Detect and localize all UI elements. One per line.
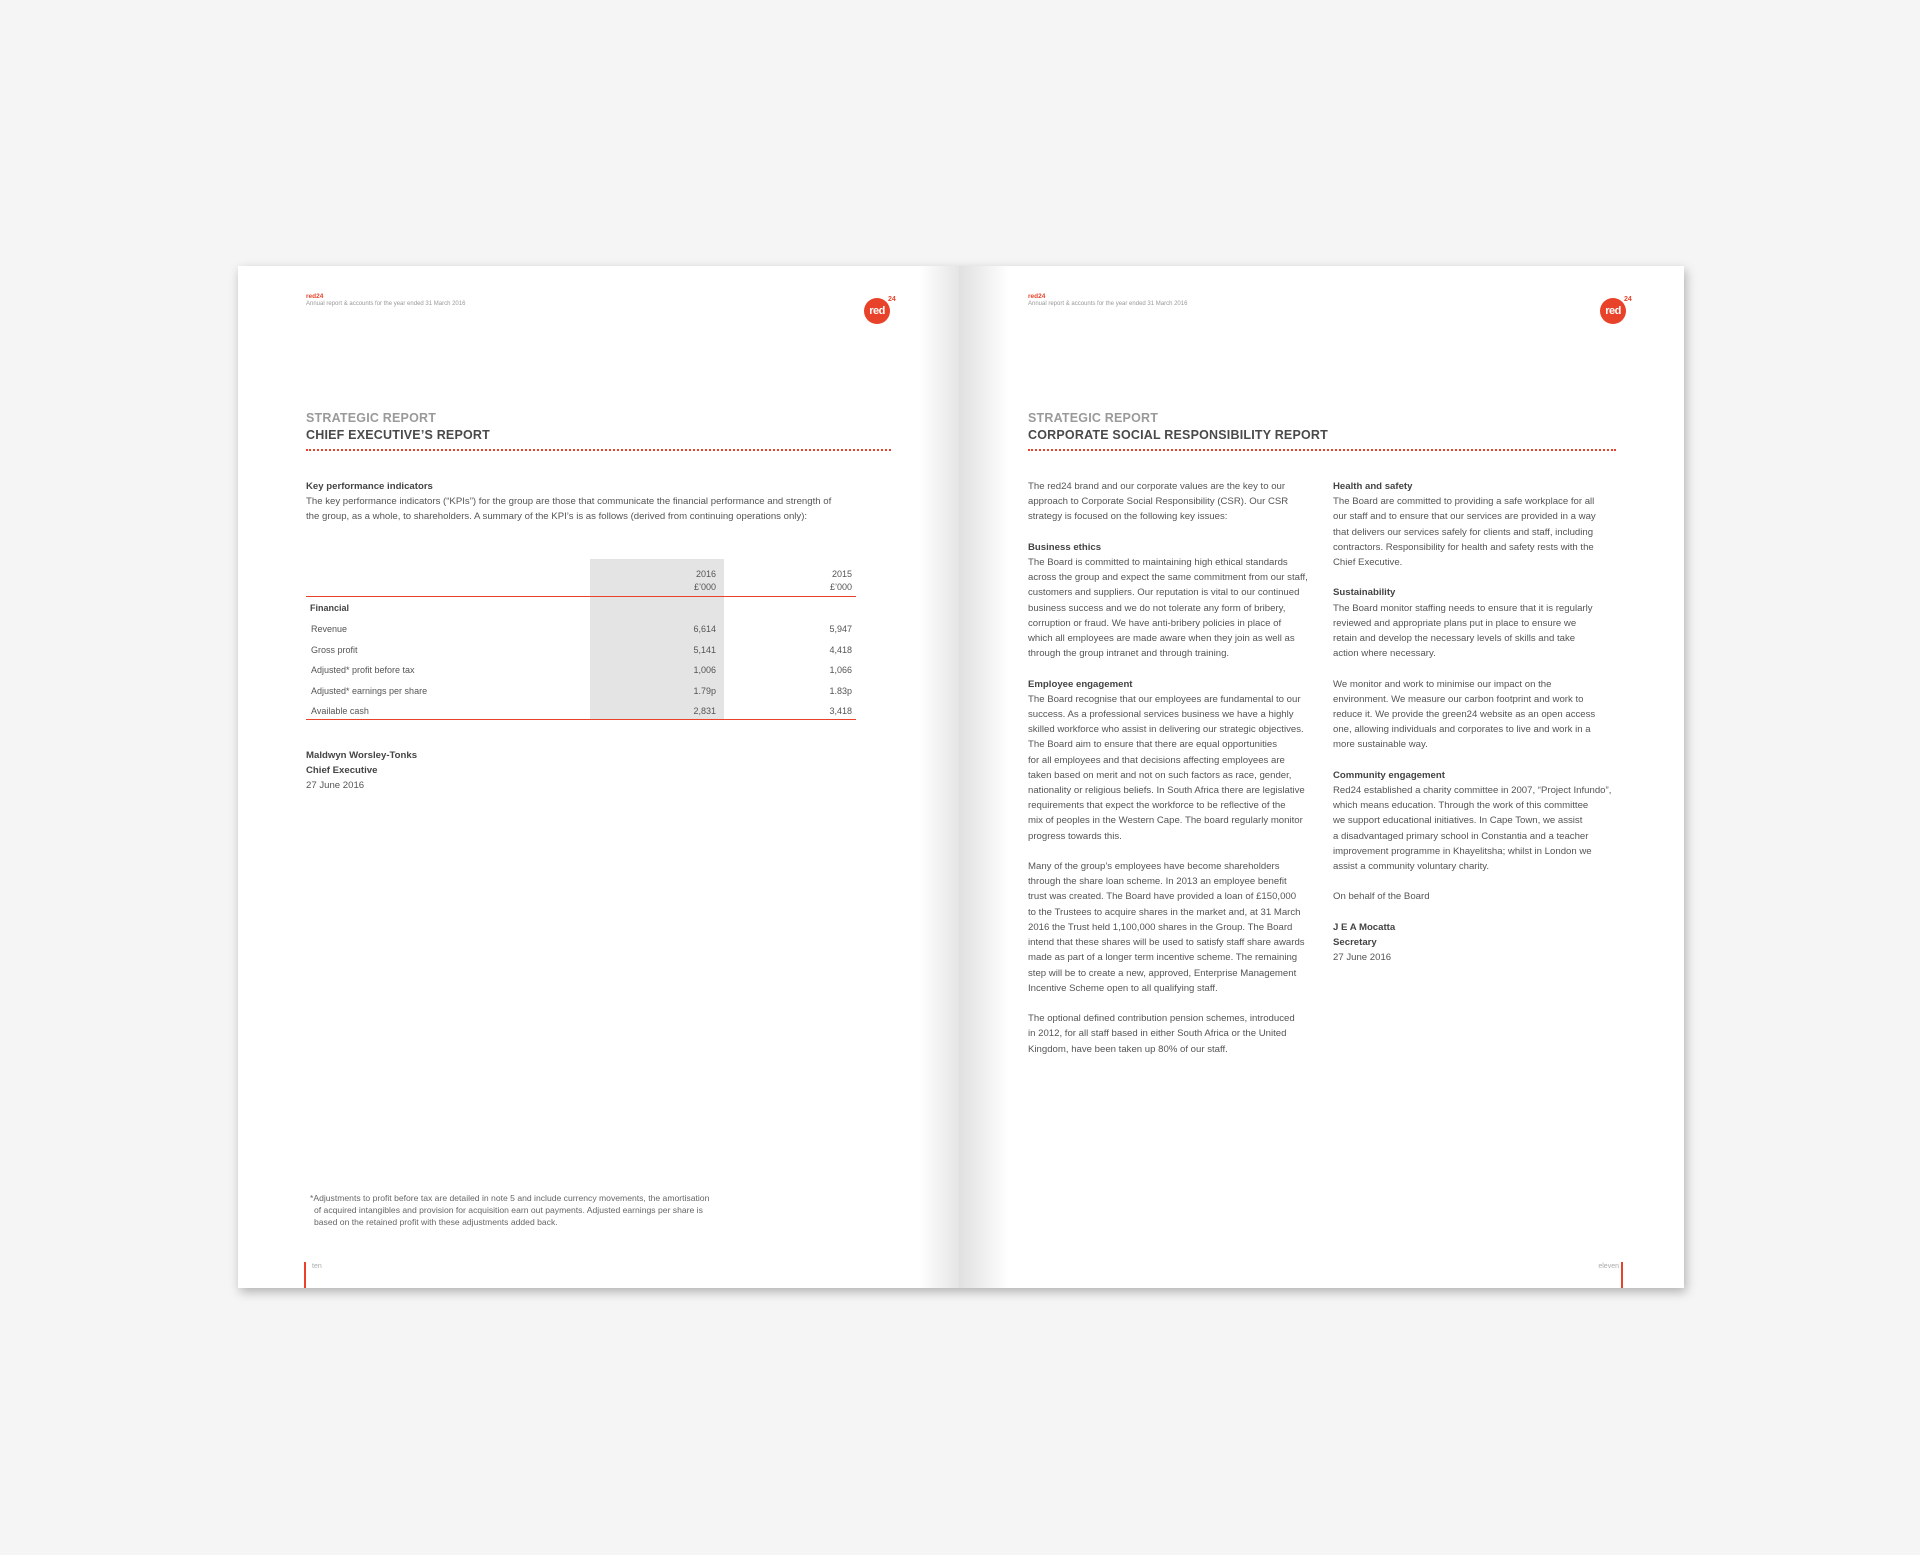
text-line: step will be to create a new, approved, Enterprise Management xyxy=(1028,967,1297,979)
text-line: in 2012, for all staff based in either South Africa or the United xyxy=(1028,1028,1287,1040)
text-line: The Board is committed to maintaining high ethical standards xyxy=(1028,557,1288,569)
signatory-name: J E A Mocatta xyxy=(1333,921,1396,933)
text-line: requirements that expect the workforce to be reflective of the xyxy=(1028,800,1286,812)
page-number-marker xyxy=(1621,1262,1623,1288)
on-behalf-text: On behalf of the Board xyxy=(1333,891,1430,903)
header-subtitle: Annual report & accounts for the year ended 31 March 2016 xyxy=(1028,301,1188,307)
page-number: eleven xyxy=(1598,1263,1619,1270)
text-line: to the Trustees to acquire shares in the market and, at 31 March xyxy=(1028,906,1301,918)
text-line: across the group and expect the same commitment from our staff, xyxy=(1028,572,1308,584)
text-line: which means education. Through the work of this committee xyxy=(1333,800,1589,812)
kpi-intro-line: the group, as a whole, to shareholders. A summary of the KPI’s is as follows (derived from continuing operations only): xyxy=(306,511,808,523)
col-header-2016-year: 2016 xyxy=(695,569,716,579)
value-2015: 5,947 xyxy=(829,624,852,634)
row-label: Revenue xyxy=(311,624,348,634)
col-header-2015-year: 2015 xyxy=(831,569,852,579)
header-subtitle: Annual report & accounts for the year ended 31 March 2016 xyxy=(306,301,466,307)
signatory-role: Secretary xyxy=(1333,937,1377,949)
text-line: Chief Executive. xyxy=(1333,557,1403,569)
text-line: trust was created. The Board have provided a loan of £150,000 xyxy=(1028,891,1297,903)
red24-logo-sup: 24 xyxy=(888,296,896,303)
value-2016: 2,831 xyxy=(693,706,716,716)
kpi-intro-line: The key performance indicators (“KPIs”) for the group are those that communicate the financial performance and strength of xyxy=(306,496,832,508)
section-subtitle: CHIEF EXECUTIVE’S REPORT xyxy=(306,428,490,442)
page-gutter-shadow xyxy=(959,266,1009,1288)
row-label: Adjusted* profit before tax xyxy=(311,665,415,675)
section-subtitle: CORPORATE SOCIAL RESPONSIBILITY REPORT xyxy=(1028,428,1328,442)
text-line: through the group intranet and through training. xyxy=(1028,648,1230,660)
value-2016: 1.79p xyxy=(693,686,716,696)
text-line: retain and develop the necessary levels of skills and take xyxy=(1333,633,1576,645)
text-line: approach to Corporate Social Responsibility (CSR). Our CSR xyxy=(1028,496,1289,508)
text-line: through the share loan scheme. In 2013 an employee benefit xyxy=(1028,876,1287,888)
dotted-divider xyxy=(306,449,891,451)
footnote xyxy=(310,1192,740,1229)
value-2016: 6,614 xyxy=(693,624,716,634)
health-safety-heading: Health and safety xyxy=(1333,481,1413,492)
value-2015: 1.83p xyxy=(829,686,852,696)
text-line: assist a community voluntary charity. xyxy=(1333,861,1490,873)
signatory-name: Maldwyn Worsley-Tonks xyxy=(306,750,418,761)
row-label: Adjusted* earnings per share xyxy=(311,686,428,696)
page-number-marker xyxy=(304,1262,306,1288)
community-engagement-heading: Community engagement xyxy=(1333,769,1445,781)
text-line: our staff and to ensure that our services are provided in a way xyxy=(1333,511,1596,523)
header-brand: red24 xyxy=(306,293,324,300)
csr-column-1 xyxy=(1028,479,1328,1057)
footnote-line: based on the retained profit with these adjustments added back. xyxy=(314,1217,558,1228)
col-header-2015-unit: £’000 xyxy=(829,582,852,592)
value-2015: 4,418 xyxy=(829,645,852,655)
text-line: Red24 established a charity committee in 2007, “Project Infundo”, xyxy=(1333,785,1612,797)
text-line: reduce it. We provide the green24 website as an open access xyxy=(1333,709,1596,721)
text-line: The Board aim to ensure that there are equal opportunities xyxy=(1028,739,1278,751)
text-line: improvement programme in Khayelitsha; whilst in London we xyxy=(1333,845,1592,857)
text-line: The optional defined contribution pension schemes, introduced xyxy=(1028,1013,1295,1025)
footnote-line: *Adjustments to profit before tax are detailed in note 5 and include currency movements, the amortisation xyxy=(310,1193,710,1203)
section-title: STRATEGIC REPORT xyxy=(1028,411,1159,425)
text-line: success. As a professional services business we have a highly xyxy=(1028,709,1294,721)
col-header-2016-unit: £’000 xyxy=(693,582,716,592)
text-line: skilled workforce who assist in delivering our strategic objectives. xyxy=(1028,724,1304,736)
employee-engagement-heading: Employee engagement xyxy=(1028,678,1133,690)
text-line: nationality or religious beliefs. In South Africa there are legislative xyxy=(1028,785,1305,797)
text-line: made as part of a longer term incentive scheme. The remaining xyxy=(1028,952,1298,964)
csr-column-2 xyxy=(1333,479,1633,966)
text-line: we support educational initiatives. In Cape Town, we assist xyxy=(1333,815,1583,827)
ceo-signature xyxy=(306,748,606,794)
text-line: progress towards this. xyxy=(1028,830,1122,842)
text-line: The Board recognise that our employees are fundamental to our xyxy=(1028,693,1301,705)
page-number: ten xyxy=(312,1263,322,1270)
text-line: which all employees are made aware when they join as well as xyxy=(1028,633,1295,645)
red24-logo: red xyxy=(864,298,890,324)
text-line: contractors. Responsibility for health and safety rests with the xyxy=(1333,541,1594,553)
text-line: customers and suppliers. Our reputation is vital to our continued xyxy=(1028,587,1300,599)
text-line: Many of the group’s employees have become shareholders xyxy=(1028,861,1280,873)
text-line: intend that these shares will be used to satisfy staff share awards xyxy=(1028,937,1305,949)
text-line: action where necessary. xyxy=(1333,648,1436,660)
left-page xyxy=(238,266,959,1288)
text-line: one, allowing individuals and corporates to live and work in a xyxy=(1333,724,1591,736)
section-title: STRATEGIC REPORT xyxy=(306,411,437,425)
row-label: Gross profit xyxy=(311,645,358,655)
text-line: corruption or fraud. We have anti-bribery policies in place of xyxy=(1028,617,1282,629)
right-page xyxy=(959,266,1684,1288)
value-2015: 3,418 xyxy=(829,706,852,716)
text-line: Incentive Scheme open to all qualifying staff. xyxy=(1028,982,1218,994)
text-line: The red24 brand and our corporate values are the key to our xyxy=(1028,481,1286,492)
text-line: We monitor and work to minimise our impact on the xyxy=(1333,678,1552,690)
table-group-label: Financial xyxy=(310,603,350,613)
signatory-date: 27 June 2016 xyxy=(1333,952,1392,964)
text-line: strategy is focused on the following key issues: xyxy=(1028,511,1228,523)
text-line: reviewed and appropriate plans put in place to ensure we xyxy=(1333,617,1577,629)
text-line: that delivers our services safely for clients and staff, including xyxy=(1333,526,1594,538)
value-2016: 5,141 xyxy=(693,645,716,655)
row-label: Available cash xyxy=(311,706,369,716)
kpi-section xyxy=(306,479,866,525)
report-spread xyxy=(238,266,1684,1288)
text-line: The Board are committed to providing a safe workplace for all xyxy=(1333,496,1595,508)
page-gutter-shadow xyxy=(919,266,959,1288)
text-line: for all employees and that decisions affecting employees are xyxy=(1028,754,1285,766)
header-brand: red24 xyxy=(1028,293,1046,300)
sustainability-heading: Sustainability xyxy=(1333,587,1396,599)
table-bottom-rule xyxy=(306,719,856,720)
text-line: The Board monitor staffing needs to ensure that it is regularly xyxy=(1333,602,1593,614)
text-line: environment. We measure our carbon footprint and work to xyxy=(1333,693,1584,705)
text-line: taken based on merit and not on such factors as race, gender, xyxy=(1028,769,1292,781)
text-line: business success and we do not tolerate any form of bribery, xyxy=(1028,602,1286,614)
red24-logo-sup: 24 xyxy=(1624,296,1632,303)
text-line: a disadvantaged primary school in Constantia and a teacher xyxy=(1333,830,1589,842)
dotted-divider xyxy=(1028,449,1616,451)
signatory-date: 27 June 2016 xyxy=(306,780,365,792)
table-top-rule xyxy=(306,596,856,597)
text-line: 2016 the Trust held 1,100,000 shares in the Group. The Board xyxy=(1028,921,1293,933)
footnote-line: of acquired intangibles and provision for acquisition earn out payments. Adjusted earnings per share is xyxy=(314,1205,703,1216)
red24-logo: red xyxy=(1600,298,1626,324)
kpi-heading: Key performance indicators xyxy=(306,481,433,492)
text-line: mix of peoples in the Western Cape. The board regularly monitor xyxy=(1028,815,1303,827)
value-2015: 1,066 xyxy=(829,665,852,675)
business-ethics-heading: Business ethics xyxy=(1028,541,1102,553)
text-line: Kingdom, have been taken up 80% of our staff. xyxy=(1028,1043,1228,1055)
text-line: more sustainable way. xyxy=(1333,739,1428,751)
signatory-role: Chief Executive xyxy=(306,765,378,777)
value-2016: 1,006 xyxy=(693,665,716,675)
